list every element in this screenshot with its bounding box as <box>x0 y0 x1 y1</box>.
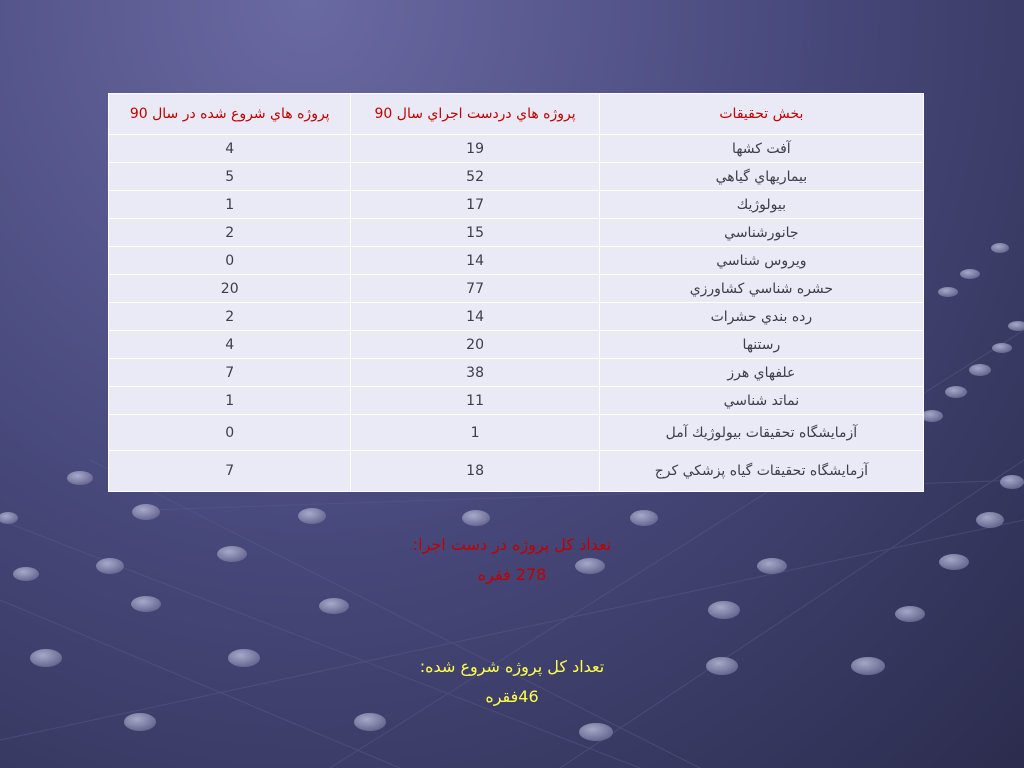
cell-in-progress: 17 <box>351 191 599 219</box>
cell-in-progress: 14 <box>351 303 599 331</box>
summary-in-progress <box>0 530 1024 590</box>
table-row <box>109 247 924 275</box>
cell-section: ويروس شناسي <box>599 247 923 275</box>
cell-in-progress: 14 <box>351 247 599 275</box>
cell-section: علفهاي هرز <box>599 359 923 387</box>
cell-started: 7 <box>109 451 351 492</box>
cell-started: 5 <box>109 163 351 191</box>
header-in-progress: پروژه هاي دردست اجراي سال 90 <box>351 94 599 135</box>
research-projects-table <box>108 93 924 492</box>
table-row <box>109 415 924 451</box>
cell-in-progress: 52 <box>351 163 599 191</box>
table-row <box>109 219 924 247</box>
summary-started-value: 46فقره <box>485 687 539 706</box>
cell-in-progress: 77 <box>351 275 599 303</box>
cell-section: رستنها <box>599 331 923 359</box>
cell-started: 4 <box>109 331 351 359</box>
table-row <box>109 359 924 387</box>
cell-started: 4 <box>109 135 351 163</box>
header-started: پروژه هاي شروع شده در سال 90 <box>109 94 351 135</box>
cell-section: رده بندي حشرات <box>599 303 923 331</box>
cell-in-progress: 1 <box>351 415 599 451</box>
table-row <box>109 331 924 359</box>
cell-in-progress: 11 <box>351 387 599 415</box>
table-row <box>109 275 924 303</box>
cell-in-progress: 18 <box>351 451 599 492</box>
table-row <box>109 387 924 415</box>
table-row <box>109 191 924 219</box>
summary-in-progress-label: تعداد کل پروژه در دست اجرا: <box>412 535 612 554</box>
cell-in-progress: 15 <box>351 219 599 247</box>
cell-section: آفت کشها <box>599 135 923 163</box>
header-section: بخش تحقيقات <box>599 94 923 135</box>
research-table-container <box>108 93 924 492</box>
cell-in-progress: 20 <box>351 331 599 359</box>
summary-started-label: تعداد کل پروژه شروع شده: <box>419 657 605 676</box>
cell-started: 1 <box>109 191 351 219</box>
cell-section: نماتد شناسي <box>599 387 923 415</box>
cell-started: 2 <box>109 219 351 247</box>
cell-started: 0 <box>109 415 351 451</box>
cell-in-progress: 19 <box>351 135 599 163</box>
cell-section: جانورشناسي <box>599 219 923 247</box>
cell-started: 20 <box>109 275 351 303</box>
cell-started: 2 <box>109 303 351 331</box>
cell-section: آزمايشگاه تحقيقات گياه پزشكي كرج <box>599 451 923 492</box>
cell-in-progress: 38 <box>351 359 599 387</box>
cell-section: حشره شناسي كشاورزي <box>599 275 923 303</box>
cell-section: بيولوژيك <box>599 191 923 219</box>
cell-section: بيماريهاي گياهي <box>599 163 923 191</box>
table-row <box>109 135 924 163</box>
table-row <box>109 451 924 492</box>
cell-started: 7 <box>109 359 351 387</box>
cell-section: آزمايشگاه تحقيقات بيولوژيك آمل <box>599 415 923 451</box>
summary-in-progress-value: 278 فقره <box>477 565 547 584</box>
table-header-row <box>109 94 924 135</box>
table-row <box>109 163 924 191</box>
cell-started: 1 <box>109 387 351 415</box>
cell-started: 0 <box>109 247 351 275</box>
summary-started <box>0 652 1024 712</box>
table-row <box>109 303 924 331</box>
